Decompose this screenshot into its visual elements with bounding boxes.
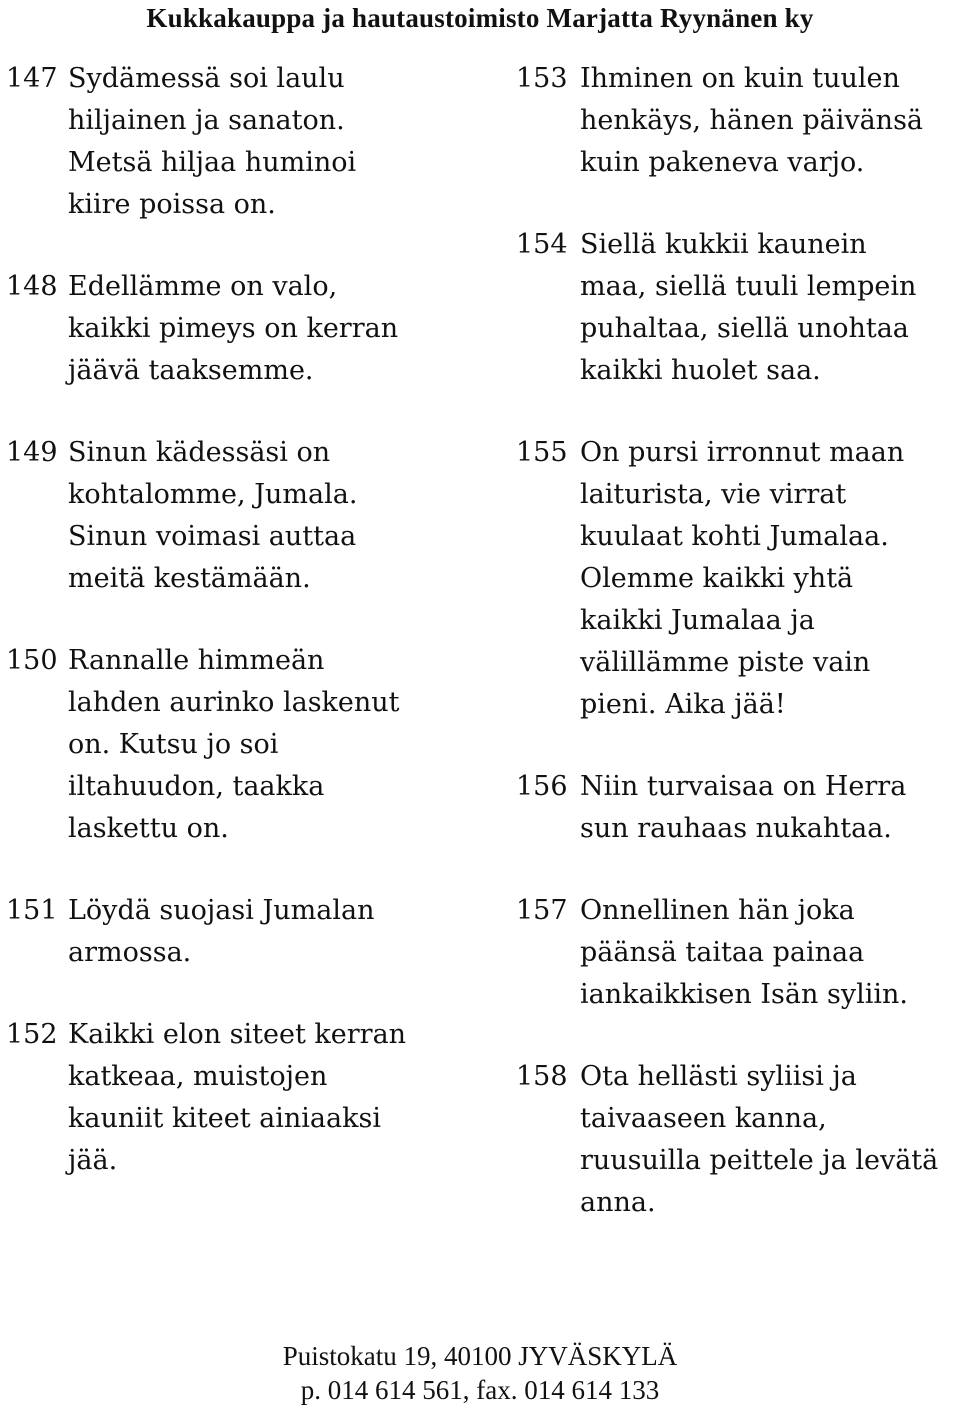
verse-number: 157 (516, 895, 568, 926)
verse-line: iankaikkisen Isän syliin. (580, 979, 908, 1010)
verse-line: Sinun voimasi auttaa (68, 521, 357, 552)
verse-item (516, 58, 960, 184)
verse-column-right (516, 58, 960, 1264)
verse-text (68, 266, 466, 392)
verse-line: jää. (68, 1145, 118, 1176)
verse-text (580, 432, 960, 726)
verse-line: Löydä suojasi Jumalan (68, 895, 375, 926)
verse-text (580, 224, 960, 392)
verse-number: 158 (516, 1061, 568, 1092)
verse-item (6, 1014, 466, 1182)
verse-line: Metsä hiljaa huminoi (68, 147, 357, 178)
verse-line: Niin turvaisaa on Herra (580, 771, 907, 802)
verse-item (516, 766, 960, 850)
verse-line: kuin pakeneva varjo. (580, 147, 865, 178)
verse-line: Kaikki elon siteet kerran (68, 1019, 407, 1050)
verse-line: kaikki huolet saa. (580, 355, 821, 386)
verse-item (6, 432, 466, 600)
verse-item (6, 640, 466, 850)
verse-line: ruusuilla peittele ja levätä (580, 1145, 939, 1176)
verse-line: kauniit kiteet ainiaaksi (68, 1103, 381, 1134)
verse-item (6, 890, 466, 974)
verse-line: anna. (580, 1187, 656, 1218)
verse-line: Sydämessä soi laulu (68, 63, 345, 94)
verse-line: kaikki pimeys on kerran (68, 313, 399, 344)
verse-text (68, 1014, 466, 1182)
verse-line: jäävä taaksemme. (68, 355, 314, 386)
verse-column-left (6, 58, 466, 1222)
verse-line: Rannalle himmeän (68, 645, 325, 676)
verse-line: armossa. (68, 937, 192, 968)
verse-item (516, 890, 960, 1016)
verse-number: 149 (6, 437, 58, 468)
verse-line: kohtalomme, Jumala. (68, 479, 358, 510)
verse-text (68, 432, 466, 600)
verse-number: 156 (516, 771, 568, 802)
verse-number: 150 (6, 645, 58, 676)
verse-line: puhaltaa, siellä unohtaa (580, 313, 909, 344)
verse-item (516, 224, 960, 392)
verse-item (6, 58, 466, 226)
verse-line: pieni. Aika jää! (580, 689, 786, 720)
verse-item (6, 266, 466, 392)
verse-number: 147 (6, 63, 58, 94)
page-header-title: Kukkakauppa ja hautaustoimisto Marjatta Ryynänen ky (146, 3, 814, 33)
verse-number: 155 (516, 437, 568, 468)
verse-line: hiljainen ja sanaton. (68, 105, 345, 136)
verse-line: On pursi irronnut maan (580, 437, 905, 468)
verse-line: meitä kestämään. (68, 563, 311, 594)
verse-line: Onnellinen hän joka (580, 895, 855, 926)
verse-line: Edellämme on valo, (68, 271, 338, 302)
verse-item (516, 432, 960, 726)
verse-number: 154 (516, 229, 568, 260)
verse-line: Ota hellästi syliisi ja (580, 1061, 857, 1092)
verse-text (580, 58, 960, 184)
verse-number: 151 (6, 895, 58, 926)
verse-text (68, 890, 466, 974)
footer-address: Puistokatu 19, 40100 JYVÄSKYLÄ (282, 1341, 678, 1371)
verse-line: sun rauhaas nukahtaa. (580, 813, 892, 844)
verse-text (580, 766, 960, 850)
verse-line: taivaaseen kanna, (580, 1103, 827, 1134)
verse-text (580, 890, 960, 1016)
verse-line: lahden aurinko laskenut (68, 687, 400, 718)
verse-number: 153 (516, 63, 568, 94)
verse-line: päänsä taitaa painaa (580, 937, 865, 968)
verse-number: 148 (6, 271, 58, 302)
verse-text (68, 640, 466, 850)
verse-item (516, 1056, 960, 1224)
verse-line: kaikki Jumalaa ja (580, 605, 815, 636)
verse-number: 152 (6, 1019, 58, 1050)
verse-line: Ihminen on kuin tuulen (580, 63, 900, 94)
verse-text (580, 1056, 960, 1224)
verse-text (68, 58, 466, 226)
verse-line: Olemme kaikki yhtä (580, 563, 854, 594)
verse-line: kiire poissa on. (68, 189, 276, 220)
verse-line: Siellä kukkii kaunein (580, 229, 867, 260)
verse-line: laskettu on. (68, 813, 229, 844)
verse-line: välillämme piste vain (580, 647, 871, 678)
verse-line: henkäys, hänen päivänsä (580, 105, 924, 136)
verse-line: katkeaa, muistojen (68, 1061, 328, 1092)
verse-line: laiturista, vie virrat (580, 479, 847, 510)
verse-line: kuulaat kohti Jumalaa. (580, 521, 889, 552)
verse-line: iltahuudon, taakka (68, 771, 325, 802)
verse-line: Sinun kädessäsi on (68, 437, 331, 468)
footer-phone: p. 014 614 561, fax. 014 614 133 (300, 1375, 660, 1405)
verse-line: on. Kutsu jo soi (68, 729, 279, 760)
verse-line: maa, siellä tuuli lempein (580, 271, 917, 302)
